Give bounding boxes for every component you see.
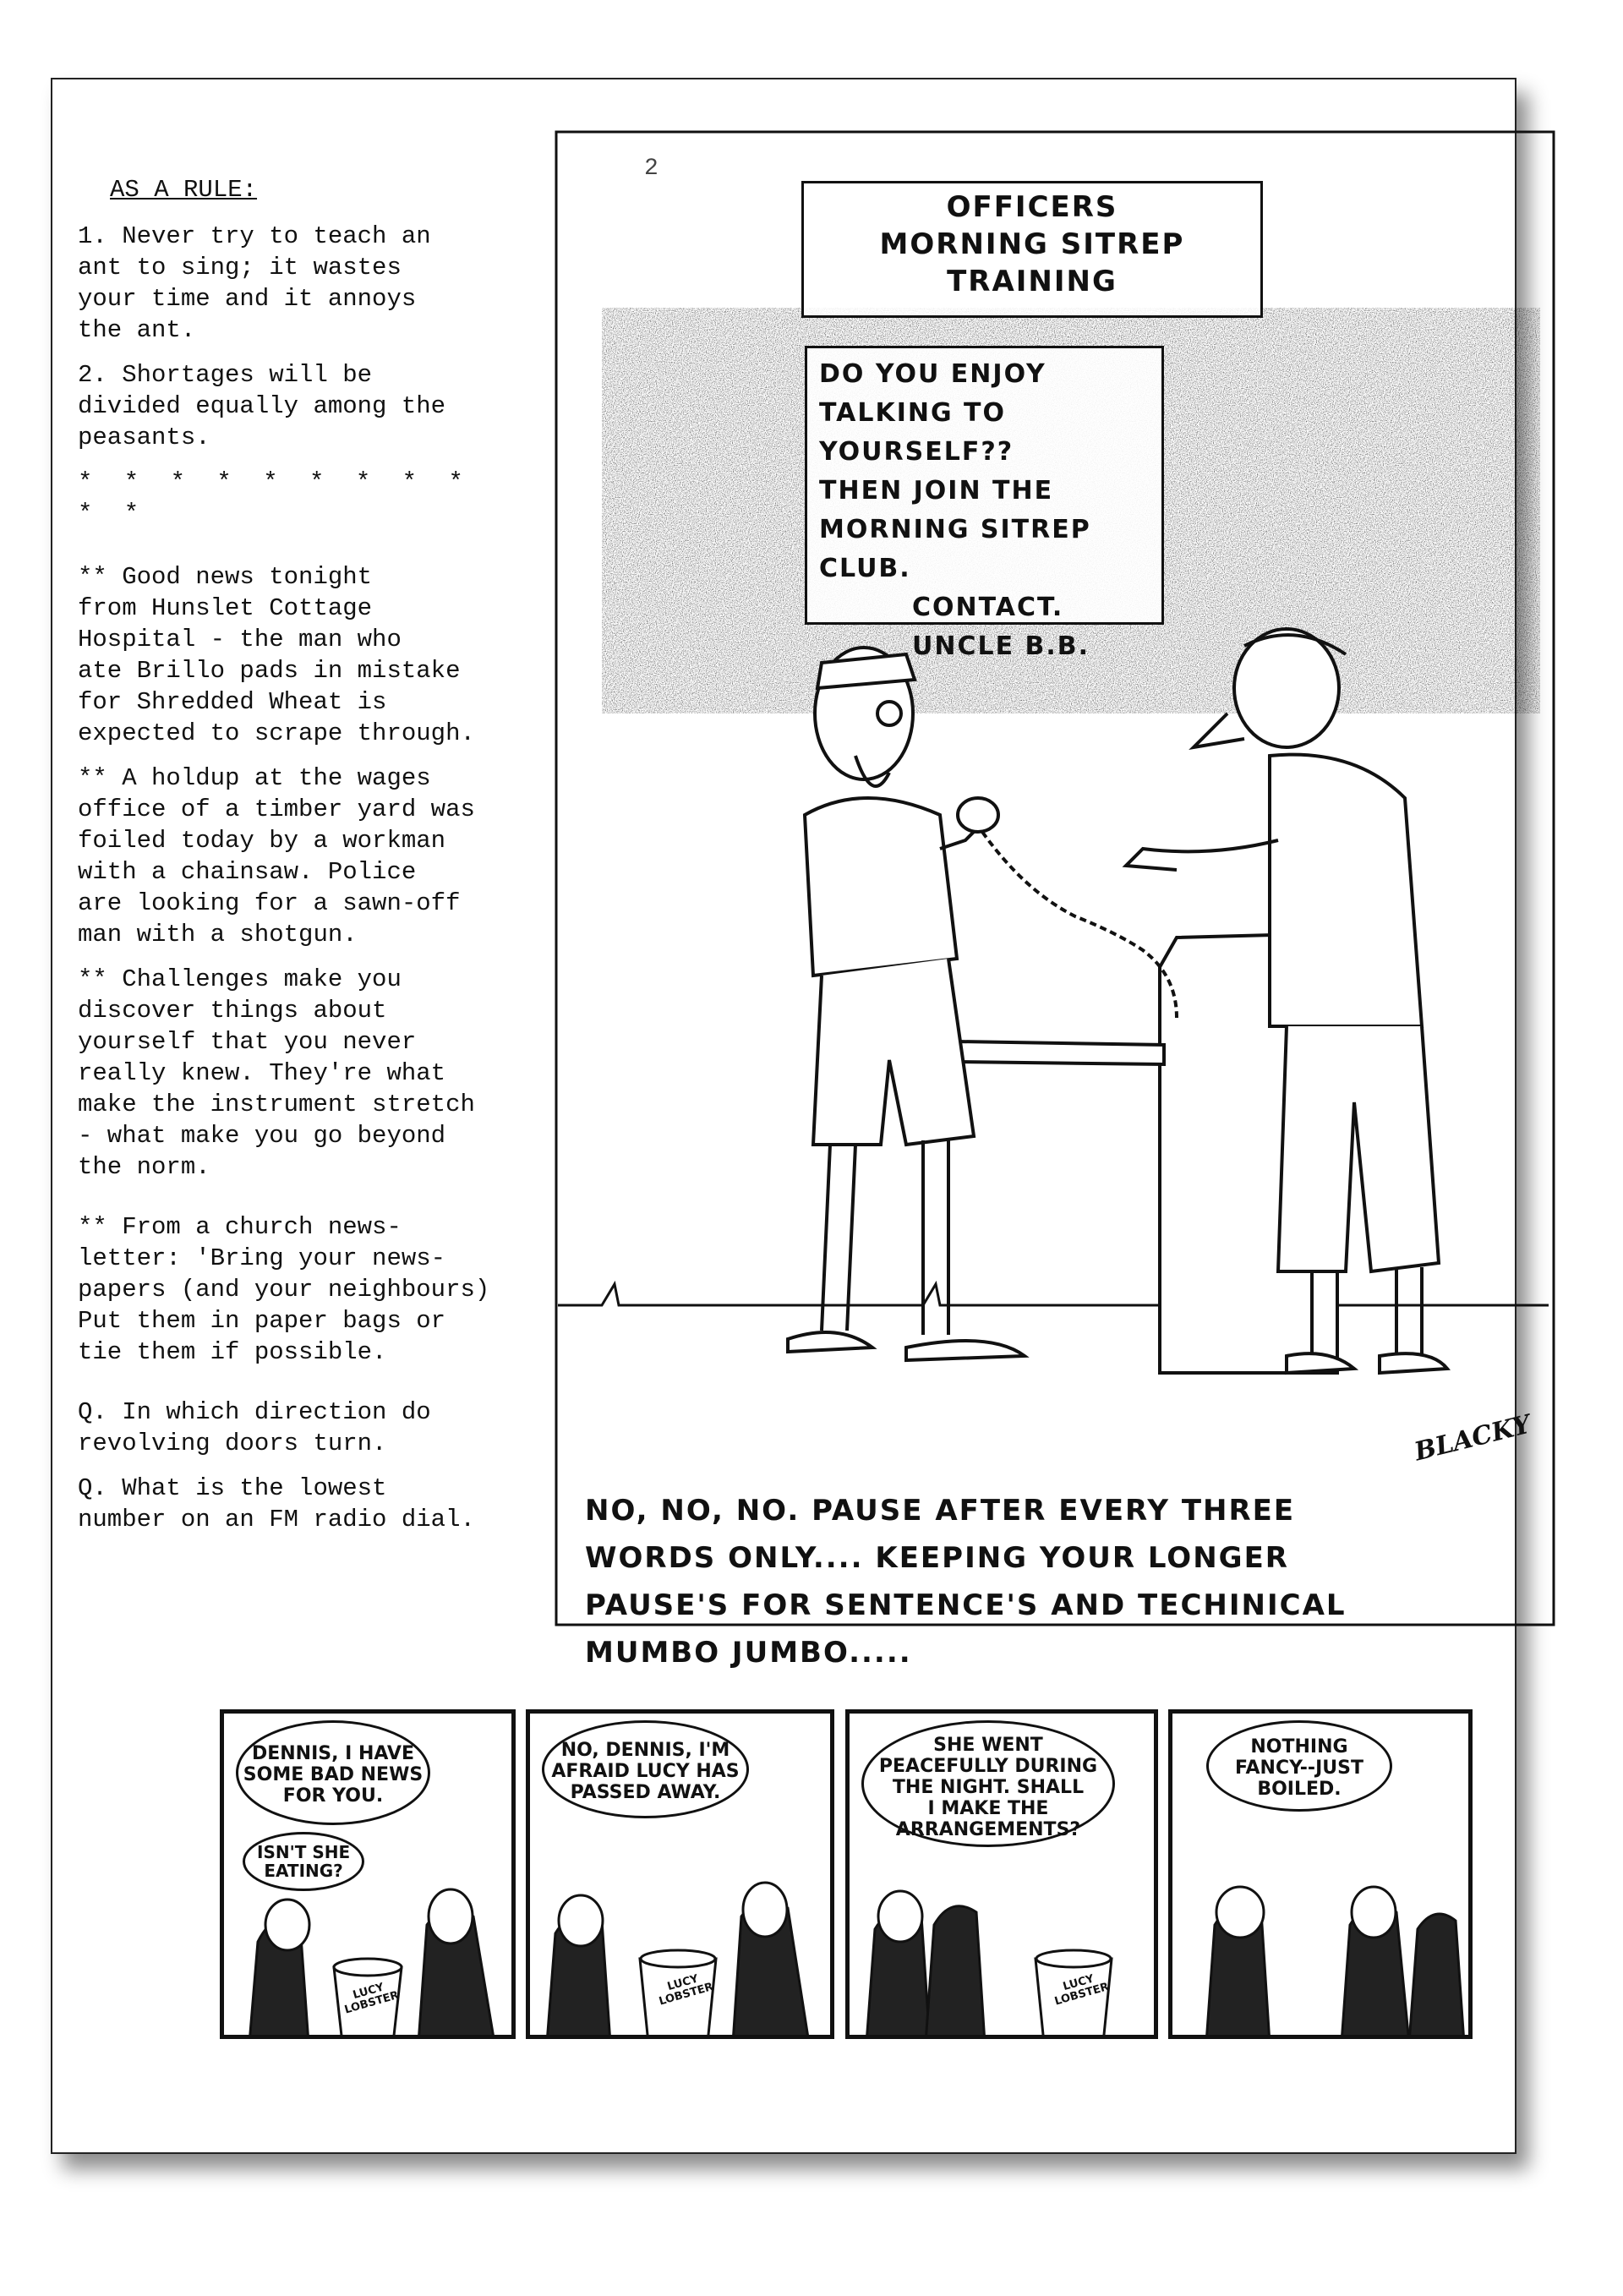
caption-line: WORDS ONLY.... KEEPING YOUR LONGER xyxy=(585,1541,1289,1575)
club-notice-sign xyxy=(805,346,1164,661)
cartoon-drawing xyxy=(551,105,1557,1626)
sitrep-cartoon xyxy=(551,105,1557,1670)
question-item: Q. In which direction do revolving doors turn. xyxy=(78,1398,431,1457)
notice-line: MORNING SITREP xyxy=(819,515,1091,544)
left-officer-figure xyxy=(788,648,1177,1360)
artist-signature: BLACKY xyxy=(1411,1409,1534,1468)
notice-line: TALKING TO xyxy=(819,398,1007,428)
training-sign xyxy=(801,181,1263,318)
notice-line: CONTACT. xyxy=(912,593,1064,622)
rule-item: 1. Never try to teach an ant to sing; it wastes your time and it annoys the ant. xyxy=(78,222,431,344)
joke-item: ** Good news tonight from Hunslet Cottage Hospital - the man who ate Brillo pads in mistake for Shredded Wheat is expected to scrape through. xyxy=(78,563,475,747)
bucket-label: LUCY LOBSTER xyxy=(343,1981,401,2017)
question-item: Q. What is the lowest number on an FM radio dial. xyxy=(78,1474,475,1533)
sign-line: MORNING SITREP xyxy=(879,227,1185,261)
rules-heading: AS A RULE: xyxy=(110,176,258,204)
page-mark: 2 xyxy=(644,156,658,182)
comic-panel-3 xyxy=(845,1709,1158,2039)
caption-line: MUMBO JUMBO..... xyxy=(585,1636,912,1670)
notice-line: THEN JOIN THE xyxy=(819,476,1054,506)
comic-panel-2 xyxy=(526,1709,834,2039)
speech-balloon: DENNIS, I HAVE SOME BAD NEWS FOR YOU. xyxy=(236,1720,430,1825)
caption-line: NO, NO, NO. PAUSE AFTER EVERY THREE xyxy=(585,1494,1296,1528)
speech-balloon: NOTHING FANCY--JUST BOILED. xyxy=(1206,1720,1392,1812)
bucket-label: LUCY LOBSTER xyxy=(1053,1972,1111,2009)
notice-line: CLUB. xyxy=(819,554,911,583)
document-page xyxy=(51,78,1534,2154)
notice-line: UNCLE B.B. xyxy=(912,631,1090,661)
caption-line: PAUSE'S FOR SENTENCE'S AND TECHINICAL xyxy=(585,1588,1347,1622)
joke-item: ** A holdup at the wages office of a timber yard was foiled today by a workman with a chainsaw. Police are looking for a sawn-off man with a shotgun. xyxy=(78,764,475,948)
joke-item: ** From a church news- letter: 'Bring your news- papers (and your neighbours) Put them in paper bags or tie them if possible. xyxy=(78,1213,490,1366)
typed-column xyxy=(78,174,517,1549)
speech-balloon: NO, DENNIS, I'M AFRAID LUCY HAS PASSED AWAY. xyxy=(542,1720,749,1818)
cartoon-caption xyxy=(585,1487,1532,1676)
notice-line: YOURSELF?? xyxy=(819,437,1014,467)
bucket-label: LUCY LOBSTER xyxy=(658,1972,715,2009)
star-divider: * * * * * * * * * * * xyxy=(78,468,472,528)
comic-panel-1 xyxy=(220,1709,516,2039)
comic-panel-4 xyxy=(1168,1709,1473,2039)
joke-item: ** Challenges make you discover things about yourself that you never really knew. They're what make the instrument stretch - what make you go beyond the norm. xyxy=(78,965,475,1181)
notice-line: DO YOU ENJOY xyxy=(819,359,1046,389)
speech-balloon-reply: ISN'T SHE EATING? xyxy=(243,1832,364,1891)
sign-line: TRAINING xyxy=(947,265,1118,298)
rule-item: 2. Shortages will be divided equally among the peasants. xyxy=(78,361,446,451)
sign-line: OFFICERS xyxy=(946,190,1118,224)
speech-balloon: SHE WENT PEACEFULLY DURING THE NIGHT. SHALL I MAKE THE ARRANGEMENTS? xyxy=(861,1720,1115,1847)
comic-strip xyxy=(220,1709,1505,2044)
